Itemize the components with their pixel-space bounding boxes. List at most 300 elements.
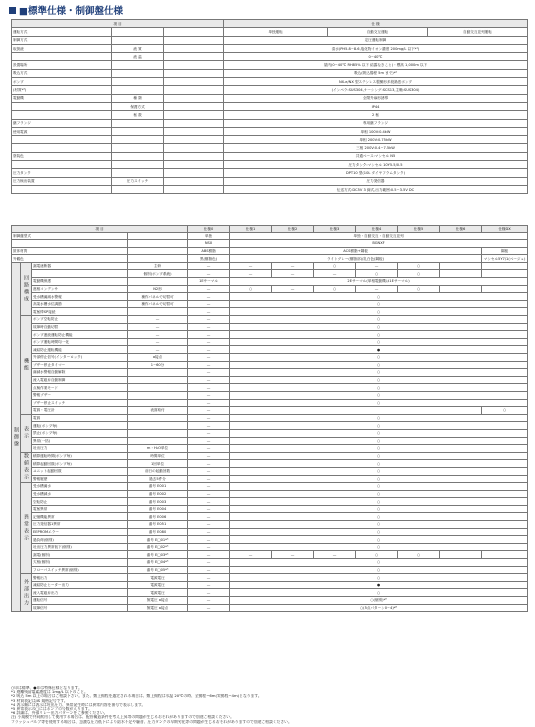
- spec-sub-item2: [164, 69, 224, 77]
- ctl-condition: 番号 E□03*⁵: [128, 551, 188, 559]
- spec-item: 使用電源: [12, 127, 112, 135]
- footnotes: [11, 686, 527, 724]
- ctl-value: —: [188, 604, 230, 612]
- spec-value: 定圧運転制御: [224, 36, 528, 44]
- ctl-value: —: [272, 262, 314, 270]
- ctl-value: 単独: [188, 232, 230, 240]
- ctl-group-label: 数値表示: [21, 452, 32, 482]
- ctl-group-label: 異常表示: [21, 483, 32, 574]
- ctl-item: 欠相(個別): [32, 559, 128, 567]
- ctl-row: [12, 354, 528, 362]
- ctl-condition: [128, 240, 188, 248]
- ctl-item: 警報ブザー: [32, 391, 128, 399]
- spec-sub-item2: [164, 152, 224, 160]
- spec-value: 全閉外扇形誘導: [224, 94, 528, 102]
- spec-row: [12, 185, 528, 193]
- ctl-value: —: [188, 308, 230, 316]
- ctl-value: ●: [230, 581, 528, 589]
- ctl-item: 高架水槽水位調節: [32, 300, 128, 308]
- ctl-value: ○: [314, 285, 356, 293]
- ctl-header-item: 項 目: [12, 226, 188, 233]
- ctl-value: ○: [230, 384, 528, 392]
- spec-value: 0~40℃: [224, 53, 528, 61]
- ctl-value: —: [188, 551, 230, 559]
- ctl-row: [12, 429, 528, 437]
- ctl-value: 鋼板: [482, 247, 528, 255]
- spec-row: [12, 152, 528, 160]
- ctl-value: ○: [398, 551, 440, 559]
- ctl-condition: 電源電圧: [128, 589, 188, 597]
- ctl-item: 電源: [32, 414, 128, 422]
- spec-value: 圧力タンク:マンセル 10Y5.5/0.5: [224, 161, 528, 169]
- ctl-row: [12, 262, 528, 270]
- footnote-line: *1 遊離残留塩素濃度は 1mg/L 以下のこと。: [11, 690, 88, 695]
- ctl-value: ○: [230, 293, 528, 301]
- ctl-item: 電動機保護: [32, 278, 128, 286]
- spec-row: [12, 169, 528, 177]
- ctl-value: ○: [230, 513, 528, 521]
- ctl-item: 警報履歴: [32, 475, 128, 483]
- spec-sub-item2: [164, 127, 224, 135]
- ctl-value: —: [188, 346, 230, 354]
- page-title-text: ■標準仕様・制御盤仕様: [19, 6, 123, 17]
- ctl-value: —: [188, 354, 230, 362]
- ctl-value: ○: [230, 354, 528, 362]
- ctl-condition: [128, 399, 188, 407]
- ctl-condition: 主幹: [128, 262, 188, 270]
- spec-sub-item: [112, 69, 164, 77]
- ctl-value: マンセル5Y7/1(ベージュ): [482, 255, 528, 263]
- ctl-item: ユニット起動回数: [32, 467, 128, 475]
- ctl-row: [12, 536, 528, 544]
- spec-sub-item: [112, 144, 164, 152]
- ctl-header-spec: 仕様4: [356, 226, 398, 233]
- ctl-value: [482, 262, 528, 270]
- ctl-item: 外部停止信号(インターロック): [32, 354, 128, 362]
- ctl-item: 吐出圧力異常低下(個別): [32, 543, 128, 551]
- spec-row: [12, 94, 528, 102]
- ctl-value: ○: [230, 399, 528, 407]
- spec-value: 清水(PH5.8~8.6,塩化物イオン濃度 200mg/L 以下*¹): [224, 44, 528, 52]
- spec-sub-item2: [164, 61, 224, 69]
- spec-item: [12, 136, 112, 144]
- ctl-value: ○: [230, 460, 528, 468]
- spec-row: [12, 44, 528, 52]
- spec-row: [12, 127, 528, 135]
- ctl-value: ○: [230, 543, 528, 551]
- ctl-value: —: [188, 316, 230, 324]
- spec-value: IP44: [224, 102, 528, 110]
- ctl-condition: 番号 E003: [128, 498, 188, 506]
- spec-row: [12, 28, 528, 36]
- ctl-value: ○: [230, 445, 528, 453]
- ctl-value: —: [188, 490, 230, 498]
- spec-item: [12, 161, 112, 169]
- ctl-condition: 操作パネルで切替可: [128, 300, 188, 308]
- ctl-item: 運転(ポンプ毎): [32, 422, 128, 430]
- ctl-condition: —: [128, 323, 188, 331]
- ctl-value: ○: [230, 505, 528, 513]
- spec-header-row: [12, 20, 528, 28]
- spec-header-spec: 仕 様: [224, 20, 528, 28]
- spec-sub-item: [112, 161, 164, 169]
- footnote-line: 注) 小規模で共同飲用して使用する場合は、配管構造条件を考え上昇等の問題が生じるおそれがありますので別途ご相談ください。: [11, 715, 234, 720]
- spec-value: 伝送方式:DC5V 3 線式,出力範囲:0.5~3.5V DC: [224, 185, 528, 193]
- ctl-condition: 番号 E002: [128, 490, 188, 498]
- ctl-value: ABS樹脂: [188, 247, 230, 255]
- ctl-group-label: 回路構成: [21, 262, 32, 315]
- ctl-condition: —: [128, 346, 188, 354]
- ctl-value: ○: [230, 483, 528, 491]
- ctl-item: 運転信号: [32, 597, 128, 605]
- ctl-value: —: [188, 536, 230, 544]
- spec-sub-item: [112, 152, 164, 160]
- ctl-value: 2Eサーマル(単相電動機は1Eサーマル): [230, 278, 528, 286]
- ctl-row: [12, 285, 528, 293]
- ctl-item: 電極異常: [32, 505, 128, 513]
- ctl-item: 進相コンデンサ: [32, 285, 128, 293]
- ctl-value: —: [188, 528, 230, 536]
- ctl-condition: [128, 429, 188, 437]
- ctl-item: 流入電磁弁自動制御: [32, 376, 128, 384]
- ctl-value: —: [230, 262, 272, 270]
- spec-sub-item: [112, 136, 164, 144]
- spec-value: 単相 100V:0.4kW: [224, 127, 528, 135]
- ctl-row: [12, 270, 528, 278]
- ctl-condition: [128, 384, 188, 392]
- spec-sub-item2: [164, 144, 224, 152]
- ctl-outer-label: 制御盤: [12, 262, 21, 611]
- ctl-condition: m・H₂O単位: [128, 445, 188, 453]
- spec-item: 制御方式: [12, 36, 112, 44]
- ctl-value: —: [188, 369, 230, 377]
- ctl-value: ○: [230, 559, 528, 567]
- ctl-item: 異常(一括): [32, 437, 128, 445]
- ctl-row: [12, 300, 528, 308]
- ctl-value: —: [188, 467, 230, 475]
- footnote-line: *6 詳細は、外部リレー出力パターンをご参照ください。: [11, 711, 108, 716]
- ctl-value: —: [272, 285, 314, 293]
- spec-sub-item2: [164, 177, 224, 185]
- ctl-value: —: [188, 581, 230, 589]
- spec-row: [12, 177, 528, 185]
- ctl-condition: [128, 422, 188, 430]
- ctl-header-spec: 仕様3: [314, 226, 356, 233]
- spec-value: DPT10 型(10L ダイヤフラムタンク): [224, 169, 528, 177]
- spec-value: (インペラ:SUS304,ケーシング:SCS13,主軸:SUS304): [224, 86, 528, 94]
- ctl-value: ○: [230, 429, 528, 437]
- ctl-item: 積算運転時間(ポンプ毎): [32, 452, 128, 460]
- ctl-condition: 過去5件分: [128, 475, 188, 483]
- spec-item: 吸込方式: [12, 69, 112, 77]
- ctl-group-label: 機能: [21, 316, 32, 415]
- ctl-item: [12, 240, 128, 248]
- ctl-value: ○: [230, 369, 528, 377]
- spec-sub-item: 液 温: [112, 53, 164, 61]
- ctl-value: —: [356, 262, 398, 270]
- spec-header-item: 項 目: [12, 20, 224, 28]
- ctl-value: ○: [230, 490, 528, 498]
- ctl-row: [12, 422, 528, 430]
- ctl-value: —: [188, 521, 230, 529]
- spec-row: [12, 53, 528, 61]
- ctl-value: ○: [230, 528, 528, 536]
- ctl-row: [12, 376, 528, 384]
- spec-value: 自動交互並列運転: [428, 28, 528, 36]
- spec-item: 継フランジ: [12, 119, 112, 127]
- ctl-item: EEPROMエラー: [32, 528, 128, 536]
- ctl-row: [12, 574, 528, 582]
- ctl-value: —: [188, 376, 230, 384]
- ctl-value: ○: [356, 270, 398, 278]
- ctl-condition: 番号 E□02*⁵: [128, 543, 188, 551]
- spec-sub-item: [112, 127, 164, 135]
- ctl-value: —: [188, 445, 230, 453]
- spec-sub-item2: [164, 86, 224, 94]
- ctl-header-spec: 仕様0: [188, 226, 230, 233]
- ctl-value: ○: [230, 574, 528, 582]
- ctl-item: 故障信号: [32, 604, 128, 612]
- spec-item: 圧力タンク: [12, 169, 112, 177]
- ctl-row: [12, 490, 528, 498]
- ctl-item: 故障時自動切替: [32, 323, 128, 331]
- ctl-value: ●: [230, 346, 528, 354]
- footnote-line: フラッシュバルブ等を使用する場合は、急激な圧力低下により給水不足や騒音、圧力タンクの早期劣化等の問題が生じるおそれがありますので別途ご相談ください。: [11, 719, 292, 724]
- ctl-item: 漏電(個別): [32, 551, 128, 559]
- ctl-value: —: [188, 429, 230, 437]
- ctl-value: ○: [230, 475, 528, 483]
- footnote-line: *5 異常表示の□にはポンプの号数が入ります。: [11, 707, 92, 712]
- ctl-value: —: [188, 262, 230, 270]
- ctl-value: —: [188, 399, 230, 407]
- ctl-condition: 電源電圧: [128, 574, 188, 582]
- ctl-condition: [128, 255, 188, 263]
- ctl-item: 受水槽減水: [32, 490, 128, 498]
- spec-sub-item2: [164, 28, 224, 36]
- ctl-value: —: [188, 513, 230, 521]
- ctl-item: ブザー停止タイマー: [32, 361, 128, 369]
- ctl-value: ○: [230, 521, 528, 529]
- ctl-row: [12, 316, 528, 324]
- ctl-row: [12, 331, 528, 339]
- spec-sub-item: [112, 119, 164, 127]
- ctl-row: [12, 240, 528, 248]
- ctl-value: [482, 270, 528, 278]
- ctl-row: [12, 399, 528, 407]
- spec-sub-item2: [164, 119, 224, 127]
- spec-sub-item2: [164, 161, 224, 169]
- ctl-row: [12, 384, 528, 392]
- ctl-value: —: [188, 460, 230, 468]
- ctl-value: —: [188, 414, 230, 422]
- ctl-value: ○: [230, 300, 528, 308]
- ctl-row: [12, 437, 528, 445]
- ctl-condition: 表面取付: [128, 407, 188, 415]
- ctl-item: 凍結防止運転機能: [32, 346, 128, 354]
- spec-value: 三相 200V:0.4~7.5kW: [224, 144, 528, 152]
- ctl-condition: [128, 391, 188, 399]
- spec-sub-item: 圧力スイッチ: [112, 177, 164, 185]
- spec-item: [12, 111, 112, 119]
- ctl-row: [12, 346, 528, 354]
- ctl-value: —: [188, 422, 230, 430]
- ctl-value: ○: [230, 589, 528, 597]
- ctl-condition: 番号 E□01*⁵: [128, 536, 188, 544]
- spec-row: [12, 144, 528, 152]
- ctl-value: ○: [398, 285, 440, 293]
- ctl-row: [12, 521, 528, 529]
- ctl-condition: 前日の起動回数: [128, 467, 188, 475]
- ctl-row: [12, 597, 528, 605]
- spec-sub-item2: [164, 185, 224, 193]
- ctl-condition: 1回単位: [128, 460, 188, 468]
- ctl-condition: —: [128, 331, 188, 339]
- spec-sub-item2: [164, 94, 224, 102]
- ctl-value: —: [314, 270, 356, 278]
- ctl-value: ○: [230, 566, 528, 574]
- ctl-value: [230, 407, 482, 415]
- ctl-row: [12, 369, 528, 377]
- ctl-value: ○: [230, 498, 528, 506]
- ctl-value: ○: [230, 285, 272, 293]
- ctl-item: 記憶機能異常: [32, 513, 128, 521]
- ctl-value: ○: [230, 308, 528, 316]
- ctl-value: 黒(樹脂色): [188, 255, 230, 263]
- spec-row: [12, 136, 528, 144]
- ctl-row: [12, 338, 528, 346]
- footnote-line: *2 吸込 5m 以上の場合はご相談下さい。また、敷上揚程を選定される場合は、敷上揚程は水温 20℃の時、全揚程−6m(実揚程−4m)となります。: [11, 694, 262, 699]
- ctl-condition: [128, 308, 188, 316]
- spec-row: [12, 86, 528, 94]
- ctl-value: ○: [482, 407, 528, 415]
- spec-sub-item: 保護方式: [112, 102, 164, 110]
- spec-value: 専用継フランジ: [224, 119, 528, 127]
- ctl-item: ブザー停止スイッチ: [32, 399, 128, 407]
- ctl-value: —: [188, 543, 230, 551]
- ctl-item: 空転防止: [32, 498, 128, 506]
- spec-item: 電動機: [12, 94, 112, 102]
- ctl-value: ○: [230, 361, 528, 369]
- ctl-value: —: [188, 338, 230, 346]
- spec-row: [12, 161, 528, 169]
- ctl-condition: 番号 E004: [128, 505, 188, 513]
- ctl-header-spec: 仕様DX: [482, 226, 528, 233]
- spec-row: [12, 111, 528, 119]
- spec-item: (材質*³): [12, 86, 112, 94]
- ctl-value: —: [188, 331, 230, 339]
- footnote-line: *4 表示順には表示は吐出圧力、異常発生時には異常内容を番号で表示します。: [11, 702, 146, 707]
- ctl-row: [12, 543, 528, 551]
- ctl-row: [12, 467, 528, 475]
- ctl-value: —: [188, 597, 230, 605]
- ctl-value: ○: [230, 376, 528, 384]
- ctl-value: —: [188, 589, 230, 597]
- spec-value: 単相 200V:0.75kW: [224, 136, 528, 144]
- ctl-group-label: 外部出力: [21, 574, 32, 612]
- ctl-value: ライトグレー(樹脂部)/乳白色(鋼板): [230, 255, 482, 263]
- spec-item: ポンプ: [12, 78, 112, 86]
- ctl-value: ○: [230, 437, 528, 445]
- ctl-row: [12, 566, 528, 574]
- ctl-value: ○(個別)*⁶: [230, 597, 528, 605]
- footnote-line: *3 材質表記はJIS 規格記号です。: [11, 698, 68, 703]
- ctl-row: [12, 528, 528, 536]
- ctl-condition: 1~60分: [128, 361, 188, 369]
- ctl-value: —: [188, 323, 230, 331]
- spec-sub-item2: [164, 53, 224, 61]
- ctl-value: [440, 285, 482, 293]
- ctl-value: ○: [230, 414, 528, 422]
- ctl-value: ACS樹脂+鋼板: [230, 247, 482, 255]
- ctl-condition: [128, 369, 188, 377]
- ctl-condition: [128, 414, 188, 422]
- ctl-row: [12, 452, 528, 460]
- ctl-condition: 番号 E001: [128, 483, 188, 491]
- ctl-value: —: [314, 551, 356, 559]
- page-title: [9, 3, 123, 17]
- footnote-line: ○印は標準、●印は特殊仕様となります。: [11, 686, 82, 690]
- ctl-condition: 操作パネルで切替可: [128, 293, 188, 301]
- ctl-row: [12, 445, 528, 453]
- ctl-row: [12, 551, 528, 559]
- spec-value: 圧力発信器: [224, 177, 528, 185]
- ctl-header-spec: 仕様5: [398, 226, 440, 233]
- spec-sub-item: [112, 28, 164, 36]
- ctl-item: 点検作業モード: [32, 384, 128, 392]
- ctl-value: BGNXF: [230, 240, 528, 248]
- ctl-header-spec: 仕様2: [272, 226, 314, 233]
- spec-value: 単独運転: [224, 28, 328, 36]
- spec-item: 設置場所: [12, 61, 112, 69]
- ctl-value: [440, 262, 482, 270]
- ctl-row: [12, 232, 528, 240]
- spec-item: 塗装色: [12, 152, 112, 160]
- ctl-value: ○: [356, 551, 398, 559]
- spec-row: [12, 69, 528, 77]
- ctl-row: [12, 414, 528, 422]
- ctl-row: [12, 604, 528, 612]
- ctl-value: ○: [230, 536, 528, 544]
- ctl-value: ○: [230, 422, 528, 430]
- spec-sub-item: [112, 185, 164, 193]
- ctl-item: 積算起動回数(ポンプ毎): [32, 460, 128, 468]
- ctl-item: 電極棒SP接続: [32, 308, 128, 316]
- ctl-item: ポンプ運転時間均一化: [32, 338, 128, 346]
- ctl-row: [12, 293, 528, 301]
- ctl-value: —: [230, 270, 272, 278]
- ctl-condition: [128, 278, 188, 286]
- spec-row: [12, 36, 528, 44]
- ctl-condition: —: [128, 316, 188, 324]
- ctl-item: 警報出力: [32, 574, 128, 582]
- ctl-condition: 無電圧 a接点: [128, 597, 188, 605]
- ctl-condition: [128, 247, 188, 255]
- ctl-value: —: [188, 498, 230, 506]
- ctl-value: ○: [230, 323, 528, 331]
- ctl-item: 過負荷(個別): [32, 536, 128, 544]
- spec-item: [12, 185, 112, 193]
- spec-sub-item2: [164, 44, 224, 52]
- ctl-value: —: [188, 285, 230, 293]
- ctl-value: —: [188, 574, 230, 582]
- ctl-value: 単独・自動交互・自動交互並列: [230, 232, 528, 240]
- spec-sub-item: [112, 61, 164, 69]
- ctl-row: [12, 475, 528, 483]
- spec-sub-item2: [164, 102, 224, 110]
- ctl-value: [440, 551, 482, 559]
- spec-sub-item: 極 数: [112, 111, 164, 119]
- control-panel-spec-table: [11, 225, 528, 612]
